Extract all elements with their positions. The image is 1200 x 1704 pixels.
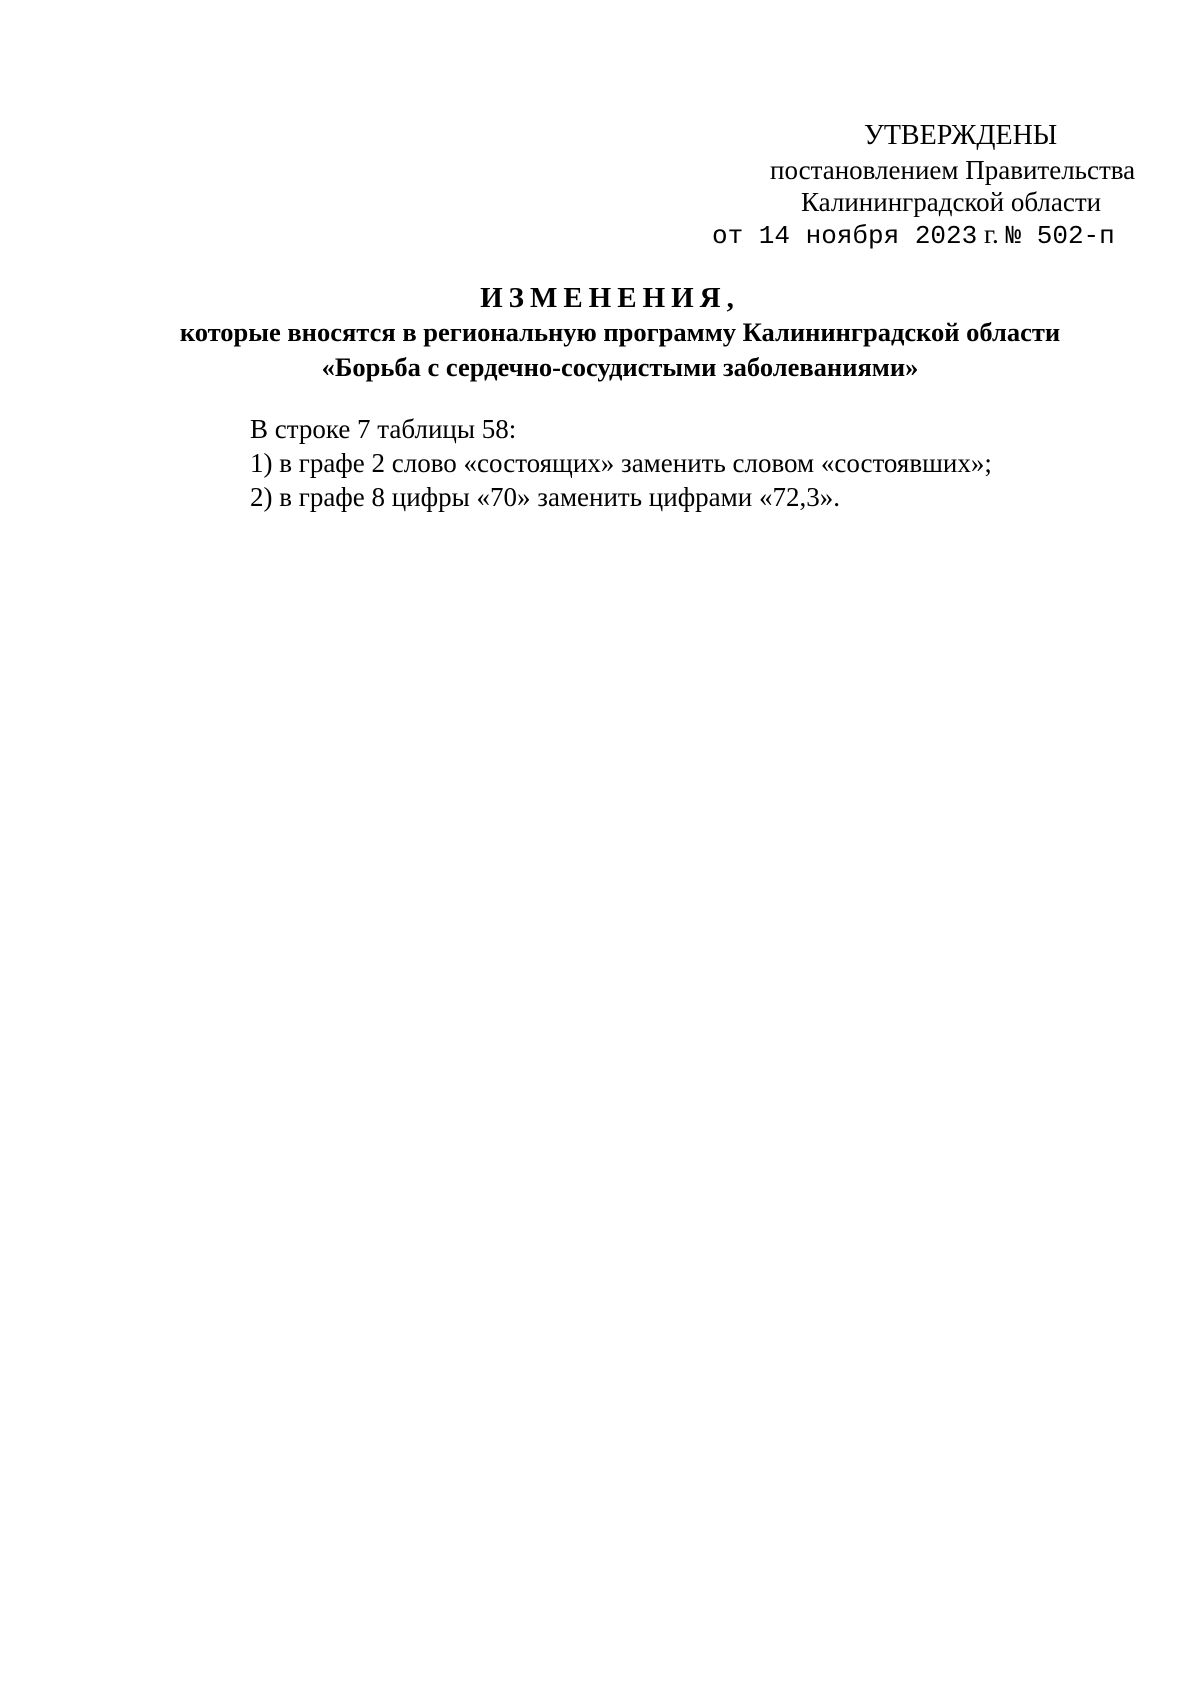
approval-stamp-line-1: постановлением Правительства [770, 155, 1136, 185]
body-item-2: 2) в графе 8 цифры «70» заменить цифрами «72,3». [250, 482, 840, 512]
approval-date-number [712, 221, 1115, 249]
body-item-1: 1) в графе 2 слово «состоящих» заменить словом «состоявших»; [250, 448, 992, 478]
approval-number: № 502-п [1005, 221, 1115, 251]
approval-stamp-title: УТВЕРЖДЕНЫ [864, 120, 1058, 151]
document-title: ИЗМЕНЕНИЯ, [480, 282, 740, 314]
approval-date-year-suffix: г. [977, 219, 1006, 249]
approval-stamp-line-2: Калининградской области [801, 187, 1102, 217]
body-intro: В строке 7 таблицы 58: [250, 414, 517, 444]
document-subtitle-line-2: «Борьба с сердечно-сосудистыми заболеваниями» [321, 352, 919, 382]
approval-date: от 14 ноября 2023 [712, 221, 978, 251]
document-subtitle-line-1: которые вносятся в региональную программу Калининградской области [179, 317, 1061, 347]
